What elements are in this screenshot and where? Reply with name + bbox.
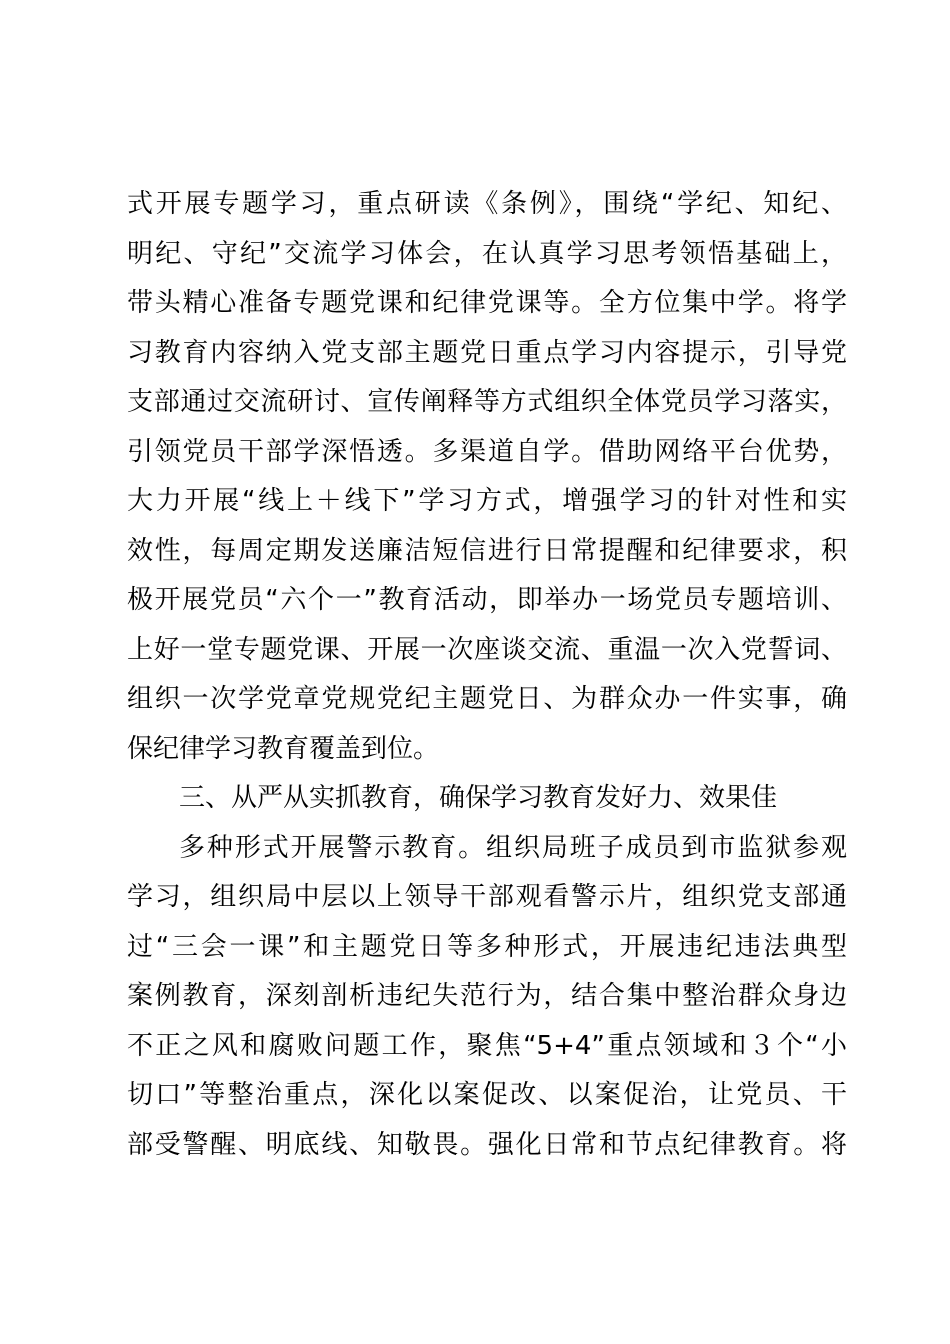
paragraph-line: 学习，组织局中层以上领导干部观看警示片，组织党支部通 xyxy=(127,882,847,912)
paragraph-line: 不正之风和腐败问题工作，聚焦“5+4”重点领域和３个“小 xyxy=(127,1030,847,1061)
paragraph-line: 案例教育，深刻剖析违纪失范行为，结合集中整治群众身边 xyxy=(127,981,847,1011)
paragraph-line: 组织一次学党章党规党纪主题党日、为群众办一件实事，确 xyxy=(127,684,847,714)
paragraph-line: 切口”等整治重点，深化以案促改、以案促治，让党员、干 xyxy=(127,1080,847,1110)
paragraph-line: 保纪律学习教育覆盖到位。 xyxy=(127,733,440,764)
paragraph-line: 明纪、守纪”交流学习体会，在认真学习思考领悟基础上， xyxy=(127,238,847,269)
paragraph-line: 上好一堂专题党课、开展一次座谈交流、重温一次入党誓词、 xyxy=(127,634,847,665)
paragraph-line: 极开展党员“六个一”教育活动，即举办一场党员专题培训、 xyxy=(127,585,847,615)
document-body xyxy=(127,180,847,1170)
paragraph-2 xyxy=(127,824,847,1171)
paragraph-line: 带头精心准备专题党课和纪律党课等。全方位集中学。将学 xyxy=(127,288,847,318)
paragraph-line: 效性，每周定期发送廉洁短信进行日常提醒和纪律要求，积 xyxy=(127,535,847,566)
paragraph-line: 过“三会一课”和主题党日等多种形式，开展违纪违法典型 xyxy=(127,931,847,962)
paragraph-1 xyxy=(127,180,847,774)
paragraph-line: 支部通过交流研讨、宣传阐释等方式组织全体党员学习落实， xyxy=(127,387,847,417)
paragraph-line: 引领党员干部学深悟透。多渠道自学。借助网络平台优势， xyxy=(127,436,847,467)
section-heading: 三、从严从实抓教育，确保学习教育发好力、效果佳 xyxy=(179,783,778,813)
paragraph-line: 习教育内容纳入党支部主题党日重点学习内容提示，引导党 xyxy=(127,337,847,368)
paragraph-line: 部受警醒、明底线、知敬畏。强化日常和节点纪律教育。将 xyxy=(127,1129,847,1160)
paragraph-line: 大力开展“线上＋线下”学习方式，增强学习的针对性和实 xyxy=(127,486,847,516)
paragraph-line: 式开展专题学习，重点研读《条例》，围绕“学纪、知纪、 xyxy=(127,189,847,219)
paragraph-line: 多种形式开展警示教育。组织局班子成员到市监狱参观 xyxy=(179,832,847,863)
